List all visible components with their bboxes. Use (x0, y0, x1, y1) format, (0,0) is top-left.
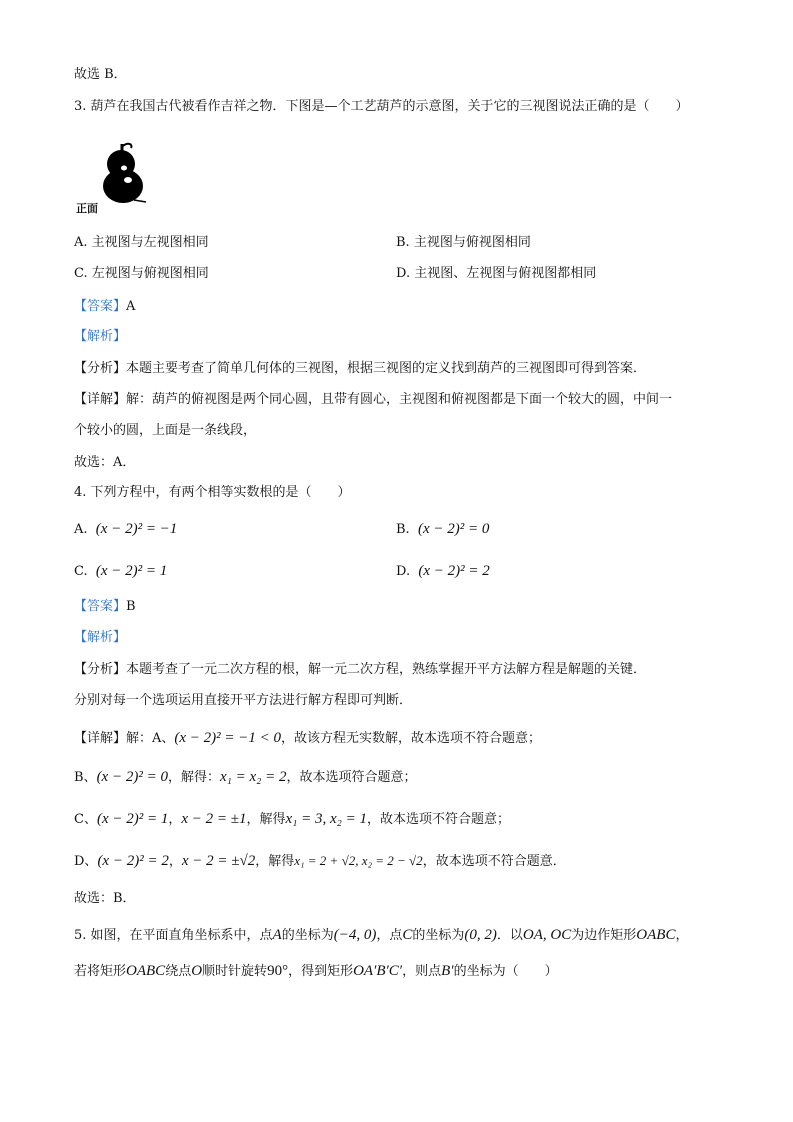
answer-tag: 【答案】 (74, 299, 127, 314)
q4-c-mid2: ，解得 (246, 812, 286, 827)
question-4: 4. 下列方程中，有两个相等实数根的是（ ） (74, 485, 351, 500)
xiangjie-tag: 【详解】 (74, 731, 127, 746)
q5-1-g: ， (675, 928, 689, 943)
q5-1-m1: (−4, 0) (333, 927, 377, 943)
gourd-figure (76, 138, 156, 214)
q3-answer (74, 298, 135, 316)
q4-xj-a-pre: 解：A、 (126, 731, 175, 746)
q4-b-math2: x₁ = x₂ = 2 (219, 769, 287, 785)
q4-option-b (396, 520, 489, 539)
q5-1-a: 5. 如图，在平面直角坐标系中，点 (74, 928, 273, 943)
q4-choice: 故选：B． (74, 891, 136, 906)
q5-2-O: O (191, 963, 203, 979)
q5-1-m3: OA, OC (522, 927, 572, 943)
q4-fenxi-text-1: 本题考查了一元二次方程的根，解一元二次方程，熟练掌握开平方法解方程是解题的关键． (126, 662, 647, 677)
q4-b-math1: (x − 2)² = 0 (96, 769, 168, 785)
q4-d-post: ，故本选项不符合题意． (422, 854, 566, 869)
q4-option-c (74, 562, 167, 581)
q5-2-c: 顺时针旋转 (202, 964, 268, 979)
q4-option-d (396, 562, 490, 581)
q4-xj-a-post: ，故该方程无实数解，故本选项不符合题意； (281, 731, 542, 746)
q4-d-math3: x₁ = 2 + √2, x₂ = 2 − √2 (294, 853, 423, 868)
q4-c-mid1: ， (168, 812, 182, 827)
q4-option-c-math: (x − 2)² = 1 (95, 563, 168, 579)
q4-d-mid1: ， (168, 854, 182, 869)
q5-2-e: ，则点 (402, 964, 442, 979)
q5-1-b: 的坐标为 (281, 928, 334, 943)
q5-2-m3: OA′B′C′ (353, 963, 403, 979)
q4-option-c-label: C. (74, 564, 88, 579)
q4-option-a (74, 520, 177, 539)
q4-c-post: ，故本选项不符合题意； (367, 812, 511, 827)
q3-fenxi (74, 360, 646, 378)
q5-2-m4: B′ (441, 963, 454, 979)
q4-xiangjie-b (74, 768, 416, 787)
q5-1-A: A (272, 927, 282, 943)
q5-1-e: ．以 (496, 928, 523, 943)
previous-answer-line: 故选 B． (74, 67, 127, 82)
q5-2-b: 绕点 (165, 964, 192, 979)
q4-option-a-math: (x − 2)² = −1 (95, 521, 178, 537)
q5-1-f: 为边作矩形 (571, 928, 637, 943)
figure-label: 正面 (76, 202, 98, 215)
question-5-line-2 (74, 962, 558, 981)
q3-option-b: B. 主视图与俯视图相同 (396, 235, 531, 250)
q5-1-m2: (0, 2) (464, 927, 497, 943)
q4-fenxi-2: 分别对每一个选项运用直接开平方法进行解方程即可判断． (74, 693, 413, 708)
q5-1-m4: OABC (636, 927, 676, 943)
q3-analysis-tag: 【解析】 (74, 329, 127, 344)
xiangjie-tag: 【详解】 (74, 392, 127, 407)
fenxi-tag: 【分析】 (74, 662, 127, 677)
q3-xiangjie-2: 个较小的圆，上面是一条线段， (74, 423, 257, 438)
q4-option-b-label: B. (396, 522, 410, 537)
q3-answer-value: A (126, 299, 136, 314)
q4-answer-value: B (126, 599, 136, 614)
q4-option-b-math: (x − 2)² = 0 (417, 521, 490, 537)
q4-d-math1: (x − 2)² = 2 (97, 853, 169, 869)
q3-fenxi-text: 本题主要考查了简单几何体的三视图，根据三视图的定义找到葫芦的三视图即可得到答案． (126, 361, 647, 376)
q4-d-mid2: ，解得 (255, 854, 295, 869)
q4-xiangjie-a (74, 729, 541, 748)
q5-2-d: ，得到矩形 (288, 964, 354, 979)
q4-fenxi-1 (74, 661, 646, 679)
q3-option-a: A. 主视图与左视图相同 (74, 235, 209, 250)
q4-option-d-math: (x − 2)² = 2 (418, 563, 490, 579)
q4-answer (74, 598, 136, 616)
q3-xiangjie-text-1: 解：葫芦的俯视图是两个同心圆，且带有圆心，主视图和俯视图都是下面一个较大的圆，中间一 (126, 392, 673, 407)
q3-option-c: C. 左视图与俯视图相同 (74, 266, 209, 281)
q5-2-f: 的坐标为（ ） (453, 964, 558, 979)
q4-d-pre: D、 (74, 854, 98, 869)
q3-xiangjie-1 (74, 391, 672, 409)
q5-1-c: ，点 (376, 928, 403, 943)
q4-option-a-label: A. (74, 522, 88, 537)
q3-choice: 故选：A． (74, 455, 136, 470)
q4-b-post: ，故本选项符合题意； (286, 770, 417, 785)
question-5-line-1 (74, 926, 688, 945)
q4-option-d-label: D. (396, 564, 411, 579)
q4-xj-a-math: (x − 2)² = −1 < 0 (174, 730, 282, 746)
q5-2-a: 若将矩形 (74, 964, 127, 979)
q4-b-mid: ，解得： (167, 770, 220, 785)
q4-analysis-tag: 【解析】 (74, 630, 127, 645)
q5-1-d: 的坐标为 (412, 928, 465, 943)
q4-b-pre: B、 (74, 770, 97, 785)
q4-c-math2: x − 2 = ±1 (181, 811, 247, 827)
q4-d-math2: x − 2 = ±√2 (181, 853, 256, 869)
q4-c-math3: x₁ = 3, x₂ = 1 (285, 811, 368, 827)
q4-c-pre: C、 (74, 812, 97, 827)
q5-1-C: C (402, 927, 413, 943)
q3-option-d: D. 主视图、左视图与俯视图都相同 (396, 266, 597, 281)
question-3: 3. 葫芦在我国古代被看作吉祥之物．下图是—个工艺葫芦的示意图，关于它的三视图说法正确的是（ ） (74, 99, 689, 114)
q5-2-m1: OABC (126, 963, 166, 979)
q5-2-m2: 90° (267, 963, 289, 979)
q4-xiangjie-c (74, 810, 510, 829)
q4-c-math1: (x − 2)² = 1 (96, 811, 169, 827)
answer-tag: 【答案】 (74, 599, 127, 614)
q4-xiangjie-d (74, 852, 566, 871)
fenxi-tag: 【分析】 (74, 361, 127, 376)
